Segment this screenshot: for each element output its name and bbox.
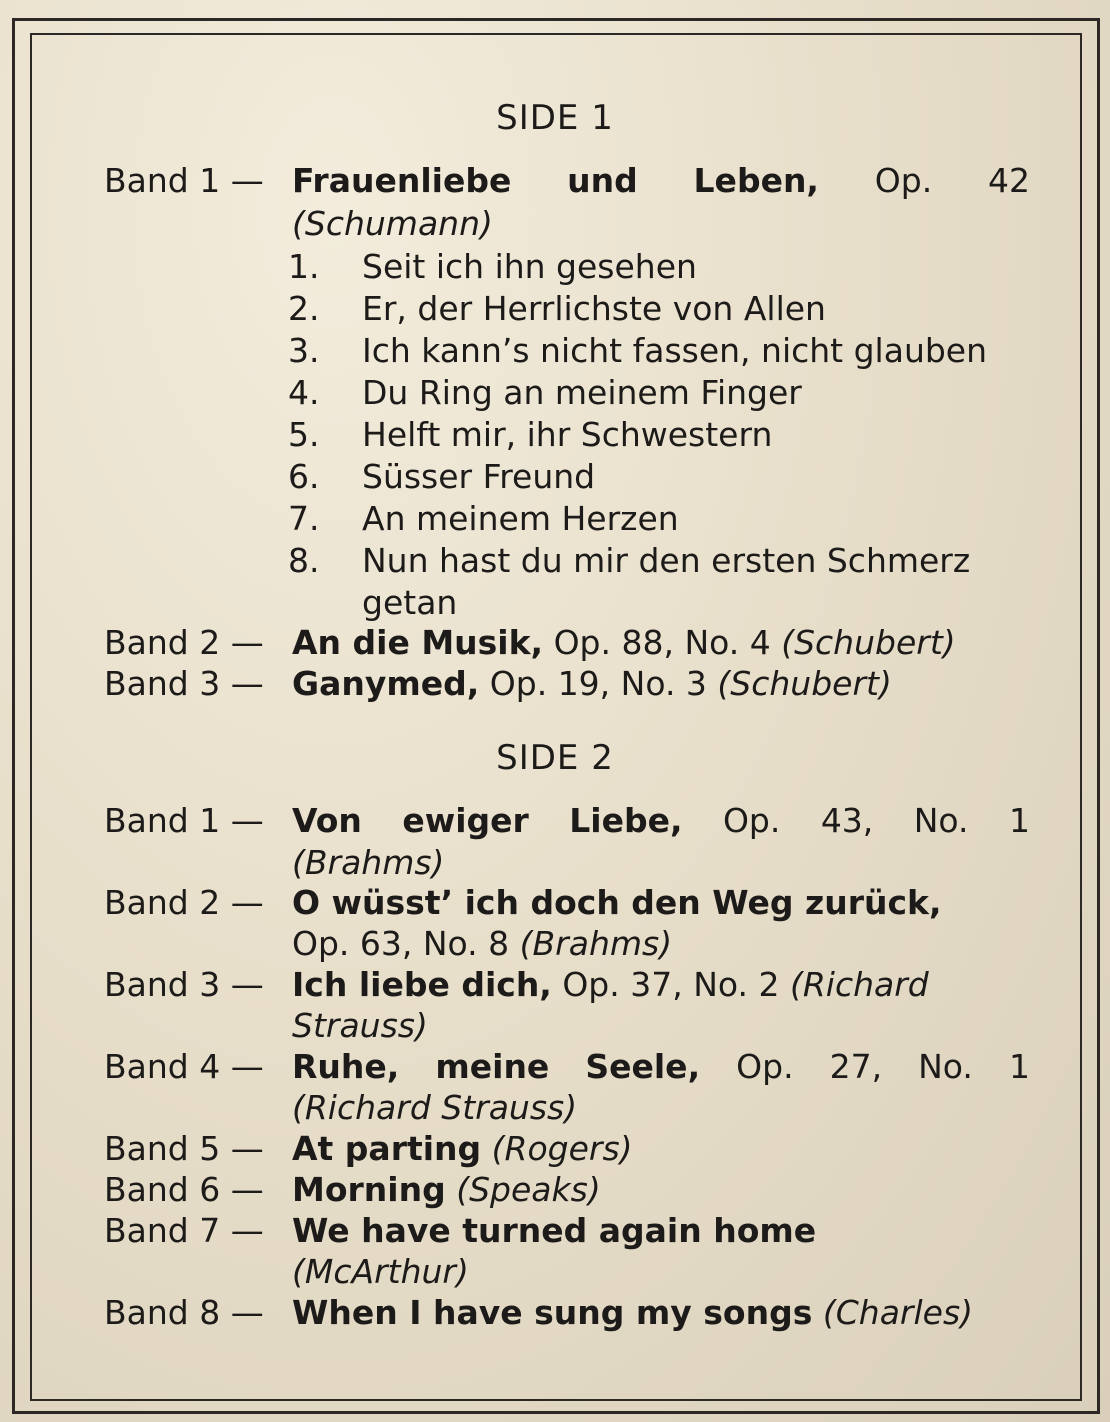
op-word: Op. — [874, 161, 933, 200]
op-word: 1 — [1008, 1047, 1030, 1086]
title: Morning — [292, 1170, 446, 1209]
title: When I have sung my songs — [292, 1293, 813, 1332]
op-word: Op. — [722, 801, 781, 840]
op-word: No. — [918, 1047, 973, 1086]
composer: (Brahms) — [292, 843, 445, 882]
song-number: 1. — [288, 247, 320, 286]
composer: (Speaks) — [456, 1170, 601, 1209]
band-label: Band 2 — — [104, 623, 264, 662]
band-title-line — [292, 1046, 1030, 1087]
title-word: Liebe, — [569, 801, 683, 840]
op-word: 27, — [829, 1047, 883, 1086]
band-title-line — [292, 663, 892, 704]
title-word: Frauenliebe — [292, 161, 512, 200]
band-label: Band 1 — — [104, 801, 264, 840]
composer: Strauss) — [292, 1006, 428, 1045]
title: Ich liebe dich, — [292, 965, 552, 1004]
composer: (Schubert) — [781, 623, 956, 662]
band-title-line — [292, 800, 1030, 841]
song-title: Seit ich ihn gesehen — [362, 247, 697, 286]
song-title: Nun hast du mir den ersten Schmerz — [362, 541, 971, 580]
song-title: Er, der Herrlichste von Allen — [362, 289, 826, 328]
band-title-line — [292, 964, 929, 1005]
title-word: Seele, — [585, 1047, 701, 1086]
song-number: 2. — [288, 289, 320, 328]
opus: Op. 37, No. 2 — [551, 965, 790, 1004]
side2-heading: SIDE 2 — [496, 738, 614, 778]
composer: (Brahms) — [519, 924, 673, 963]
song-number: 6. — [288, 457, 320, 496]
title-word: Leben, — [693, 161, 819, 200]
band-label: Band 3 — — [104, 664, 264, 703]
composer: (McArthur) — [292, 1252, 469, 1291]
band-label: Band 2 — — [104, 883, 264, 922]
composer: (Richard — [789, 965, 929, 1004]
song-number: 8. — [288, 541, 320, 580]
title-word: meine — [435, 1047, 550, 1086]
op-word: 43, — [820, 801, 874, 840]
title: At parting — [292, 1129, 482, 1168]
op-word: 1 — [1008, 801, 1030, 840]
opus: Op. 88, No. 4 — [543, 623, 782, 662]
title-word: ewiger — [402, 801, 529, 840]
title: An die Musik, — [292, 623, 544, 662]
song-title: An meinem Herzen — [362, 499, 679, 538]
band-title-line — [292, 160, 1030, 201]
title-word: Von — [292, 801, 362, 840]
song-title: Süsser Freund — [362, 457, 596, 496]
band-label: Band 5 — — [104, 1129, 264, 1168]
band-label: Band 6 — — [104, 1170, 264, 1209]
opus: Op. 19, No. 3 — [479, 664, 718, 703]
op-word: 42 — [987, 161, 1030, 200]
band-label: Band 3 — — [104, 965, 264, 1004]
band-label: Band 8 — — [104, 1293, 264, 1332]
band-label: Band 4 — — [104, 1047, 264, 1086]
song-number: 4. — [288, 373, 320, 412]
band-title-line — [292, 622, 956, 663]
title-word: und — [567, 161, 638, 200]
song-number: 5. — [288, 415, 320, 454]
op-word: Op. — [736, 1047, 794, 1086]
song-title: Ich kann’s nicht fassen, nicht glauben — [362, 331, 988, 370]
title: We have turned again home — [292, 1211, 817, 1250]
song-number: 7. — [288, 499, 320, 538]
composer: (Charles) — [822, 1293, 974, 1332]
composer: (Schubert) — [717, 664, 892, 703]
op-word: No. — [913, 801, 969, 840]
band-label: Band 1 — — [104, 161, 264, 200]
title: O wüsst’ ich doch den Weg zurück, — [292, 883, 942, 922]
composer: (Richard Strauss) — [292, 1088, 578, 1127]
title-word: Ruhe, — [292, 1047, 400, 1086]
song-title: Helft mir, ihr Schwestern — [362, 415, 773, 454]
composer: (Rogers) — [491, 1129, 633, 1168]
title: Ganymed, — [292, 664, 480, 703]
composer: (Schumann) — [292, 204, 493, 243]
song-number: 3. — [288, 331, 320, 370]
song-title: Du Ring an meinem Finger — [362, 373, 802, 412]
opus: Op. 63, No. 8 — [292, 924, 520, 963]
band-label: Band 7 — — [104, 1211, 264, 1250]
song-title-continued: getan — [362, 583, 458, 622]
side1-heading: SIDE 1 — [496, 98, 614, 138]
